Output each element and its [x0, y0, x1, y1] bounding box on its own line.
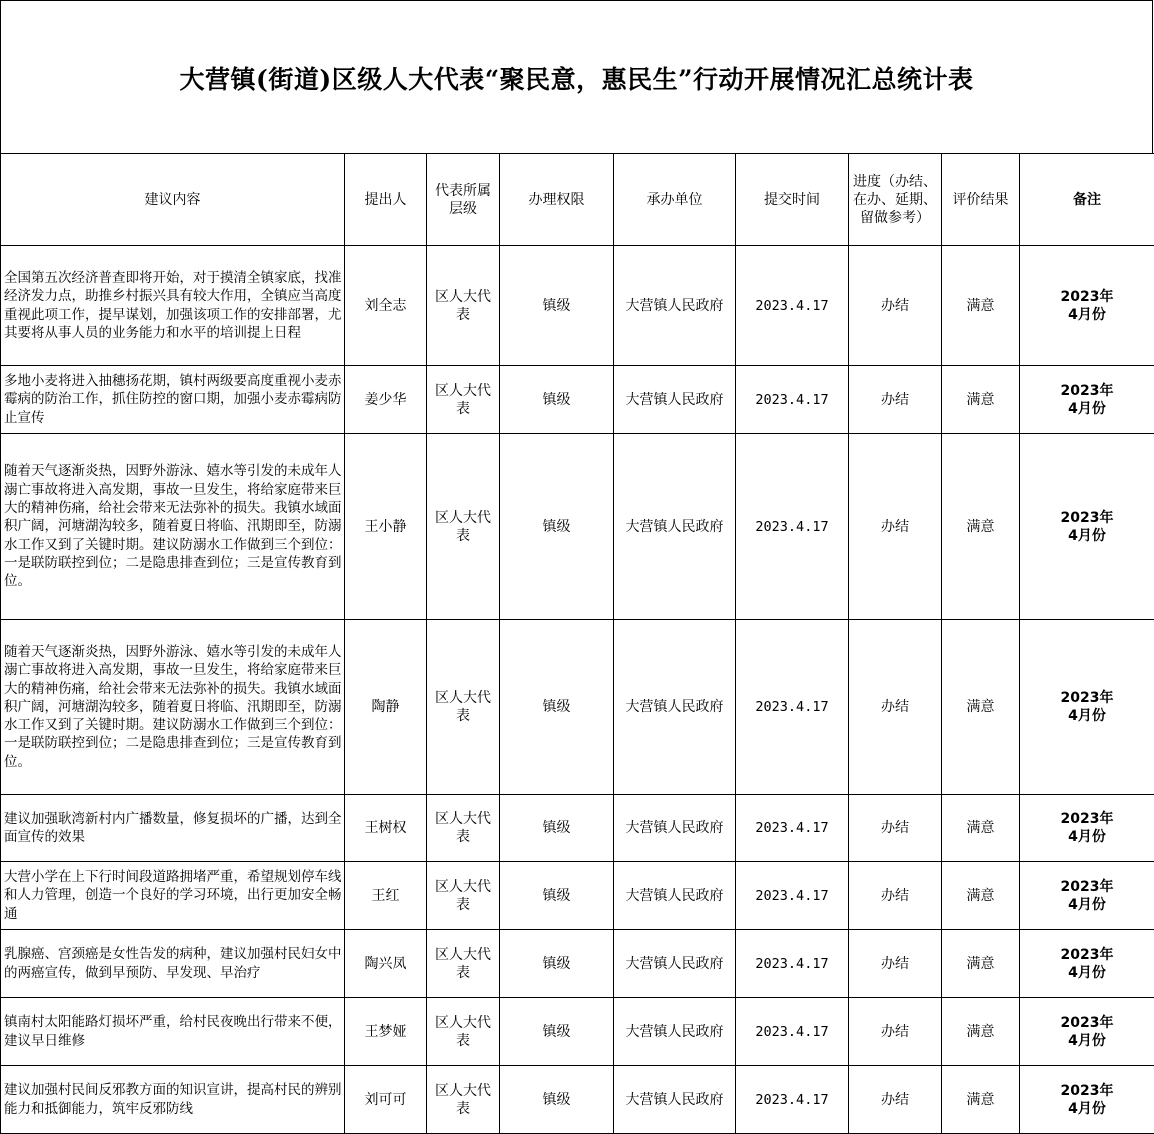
note-year: 2023年 — [1060, 946, 1114, 963]
table-row — [1, 366, 1154, 434]
cell-note — [1020, 620, 1154, 795]
cell-unit: 大营镇人民政府 — [614, 620, 736, 795]
table-row — [1, 1066, 1154, 1134]
cell-note — [1020, 1066, 1154, 1134]
cell-progress: 办结 — [849, 862, 942, 930]
cell-progress: 办结 — [849, 1066, 942, 1134]
cell-date: 2023.4.17 — [736, 862, 849, 930]
cell-proposer: 王梦娅 — [345, 998, 427, 1066]
cell-date: 2023.4.17 — [736, 795, 849, 862]
cell-unit: 大营镇人民政府 — [614, 434, 736, 620]
cell-note — [1020, 795, 1154, 862]
cell-evaluation: 满意 — [942, 998, 1020, 1066]
cell-content: 建议加强耿湾新村内广播数量，修复损坏的广播，达到全面宣传的效果 — [1, 795, 345, 862]
note-year: 2023年 — [1060, 382, 1114, 399]
cell-unit: 大营镇人民政府 — [614, 998, 736, 1066]
note-year: 2023年 — [1060, 811, 1114, 827]
cell-note — [1020, 246, 1154, 366]
table-body — [1, 246, 1154, 1134]
header-row — [1, 154, 1154, 246]
cell-content: 随着天气逐渐炎热，因野外游泳、嬉水等引发的未成年人溺亡事故将进入高发期，事故一旦发生，将给家庭带来巨大的精神伤痛，给社会带来无法弥补的损失。我镇水域面积广阔，河塘湖沟较多，随着夏日将临、汛期即至，防溺水工作又到了关键时期。建议防溺水工作做到三个到位： 一是联防联控到位；二是隐患排查到位；三是宣传教育到位。 — [1, 620, 345, 795]
cell-evaluation: 满意 — [942, 795, 1020, 862]
cell-level: 区人大代表 — [427, 998, 500, 1066]
cell-date: 2023.4.17 — [736, 998, 849, 1066]
cell-note — [1020, 862, 1154, 930]
cell-authority: 镇级 — [500, 930, 614, 998]
cell-date: 2023.4.17 — [736, 930, 849, 998]
note-month: 4月份 — [1068, 964, 1106, 981]
cell-content: 大营小学在上下行时间段道路拥堵严重，希望规划停车线和人力管理，创造一个良好的学习环境，出行更加安全畅通 — [1, 862, 345, 930]
cell-authority: 镇级 — [500, 620, 614, 795]
note-year: 2023年 — [1060, 1014, 1114, 1031]
header-unit: 承办单位 — [614, 154, 736, 246]
cell-evaluation: 满意 — [942, 434, 1020, 620]
cell-date: 2023.4.17 — [736, 366, 849, 434]
cell-unit: 大营镇人民政府 — [614, 246, 736, 366]
summary-table — [0, 153, 1154, 1134]
cell-progress: 办结 — [849, 366, 942, 434]
cell-unit: 大营镇人民政府 — [614, 795, 736, 862]
note-month: 4月份 — [1068, 708, 1106, 724]
header-content: 建议内容 — [1, 154, 345, 246]
cell-evaluation: 满意 — [942, 366, 1020, 434]
cell-progress: 办结 — [849, 998, 942, 1066]
cell-unit: 大营镇人民政府 — [614, 862, 736, 930]
header-date: 提交时间 — [736, 154, 849, 246]
table-row — [1, 246, 1154, 366]
cell-note — [1020, 366, 1154, 434]
cell-level: 区人大代表 — [427, 620, 500, 795]
note-year: 2023年 — [1060, 878, 1114, 895]
note-year: 2023年 — [1060, 288, 1114, 305]
cell-content: 随着天气逐渐炎热，因野外游泳、嬉水等引发的未成年人溺亡事故将进入高发期，事故一旦发生，将给家庭带来巨大的精神伤痛，给社会带来无法弥补的损失。我镇水域面积广阔，河塘湖沟较多，随着夏日将临、汛期即至，防溺水工作又到了关键时期。建议防溺水工作做到三个到位： 一是联防联控到位；二是隐患排查到位；三是宣传教育到位。 — [1, 434, 345, 620]
note-month: 4月份 — [1068, 829, 1106, 845]
note-month: 4月份 — [1068, 400, 1106, 417]
cell-evaluation: 满意 — [942, 620, 1020, 795]
cell-level: 区人大代表 — [427, 930, 500, 998]
cell-proposer: 陶兴凤 — [345, 930, 427, 998]
cell-content: 建议加强村民间反邪教方面的知识宣讲，提高村民的辨别能力和抵御能力，筑牢反邪防线 — [1, 1066, 345, 1134]
cell-proposer: 刘可可 — [345, 1066, 427, 1134]
cell-progress: 办结 — [849, 930, 942, 998]
table-row — [1, 434, 1154, 620]
page-title: 大营镇(街道)区级人大代表“聚民意，惠民生”行动开展情况汇总统计表 — [179, 65, 974, 94]
header-level: 代表所属层级 — [427, 154, 500, 246]
cell-level: 区人大代表 — [427, 246, 500, 366]
note-year: 2023年 — [1060, 509, 1114, 526]
header-progress: 进度（办结、在办、延期、留做参考） — [849, 154, 942, 246]
cell-level: 区人大代表 — [427, 795, 500, 862]
cell-level: 区人大代表 — [427, 862, 500, 930]
cell-date: 2023.4.17 — [736, 434, 849, 620]
cell-date: 2023.4.17 — [736, 620, 849, 795]
note-month: 4月份 — [1068, 306, 1106, 323]
cell-evaluation: 满意 — [942, 862, 1020, 930]
cell-note — [1020, 998, 1154, 1066]
cell-authority: 镇级 — [500, 434, 614, 620]
table-row — [1, 862, 1154, 930]
cell-proposer: 姜少华 — [345, 366, 427, 434]
cell-progress: 办结 — [849, 246, 942, 366]
cell-proposer: 陶静 — [345, 620, 427, 795]
cell-authority: 镇级 — [500, 998, 614, 1066]
cell-evaluation: 满意 — [942, 930, 1020, 998]
cell-level: 区人大代表 — [427, 366, 500, 434]
title-area — [0, 0, 1153, 153]
cell-progress: 办结 — [849, 434, 942, 620]
header-proposer: 提出人 — [345, 154, 427, 246]
cell-authority: 镇级 — [500, 366, 614, 434]
note-month: 4月份 — [1068, 527, 1106, 544]
header-note: 备注 — [1020, 154, 1154, 246]
note-year: 2023年 — [1060, 1082, 1114, 1099]
table-row — [1, 620, 1154, 795]
cell-level: 区人大代表 — [427, 1066, 500, 1134]
cell-content: 乳腺癌、宫颈癌是女性告发的病种，建议加强村民妇女中的两癌宣传，做到早预防、早发现、早治疗 — [1, 930, 345, 998]
header-authority: 办理权限 — [500, 154, 614, 246]
cell-authority: 镇级 — [500, 795, 614, 862]
table-row — [1, 795, 1154, 862]
cell-level: 区人大代表 — [427, 434, 500, 620]
cell-evaluation: 满意 — [942, 1066, 1020, 1134]
cell-proposer: 刘全志 — [345, 246, 427, 366]
cell-authority: 镇级 — [500, 246, 614, 366]
cell-note — [1020, 434, 1154, 620]
table-row — [1, 930, 1154, 998]
cell-content: 全国第五次经济普查即将开始，对于摸清全镇家底，找准经济发力点，助推乡村振兴具有较大作用，全镇应当高度重视此项工作，提早谋划，加强该项工作的安排部署，尤其要将从事人员的业务能力和水平的培训提上日程 — [1, 246, 345, 366]
cell-content: 镇南村太阳能路灯损坏严重，给村民夜晚出行带来不便，建议早日维修 — [1, 998, 345, 1066]
cell-unit: 大营镇人民政府 — [614, 930, 736, 998]
cell-date: 2023.4.17 — [736, 1066, 849, 1134]
cell-proposer: 王小静 — [345, 434, 427, 620]
cell-evaluation: 满意 — [942, 246, 1020, 366]
note-year: 2023年 — [1060, 690, 1114, 706]
cell-date: 2023.4.17 — [736, 246, 849, 366]
cell-note — [1020, 930, 1154, 998]
note-month: 4月份 — [1068, 896, 1106, 913]
header-evaluation: 评价结果 — [942, 154, 1020, 246]
table-row — [1, 998, 1154, 1066]
cell-progress: 办结 — [849, 795, 942, 862]
note-month: 4月份 — [1068, 1032, 1106, 1049]
cell-authority: 镇级 — [500, 862, 614, 930]
cell-proposer: 王红 — [345, 862, 427, 930]
cell-progress: 办结 — [849, 620, 942, 795]
cell-content: 多地小麦将进入抽穗扬花期，镇村两级要高度重视小麦赤霉病的防治工作，抓住防控的窗口期，加强小麦赤霉病防止宣传 — [1, 366, 345, 434]
cell-unit: 大营镇人民政府 — [614, 1066, 736, 1134]
cell-authority: 镇级 — [500, 1066, 614, 1134]
cell-unit: 大营镇人民政府 — [614, 366, 736, 434]
cell-proposer: 王树权 — [345, 795, 427, 862]
note-month: 4月份 — [1068, 1100, 1106, 1117]
